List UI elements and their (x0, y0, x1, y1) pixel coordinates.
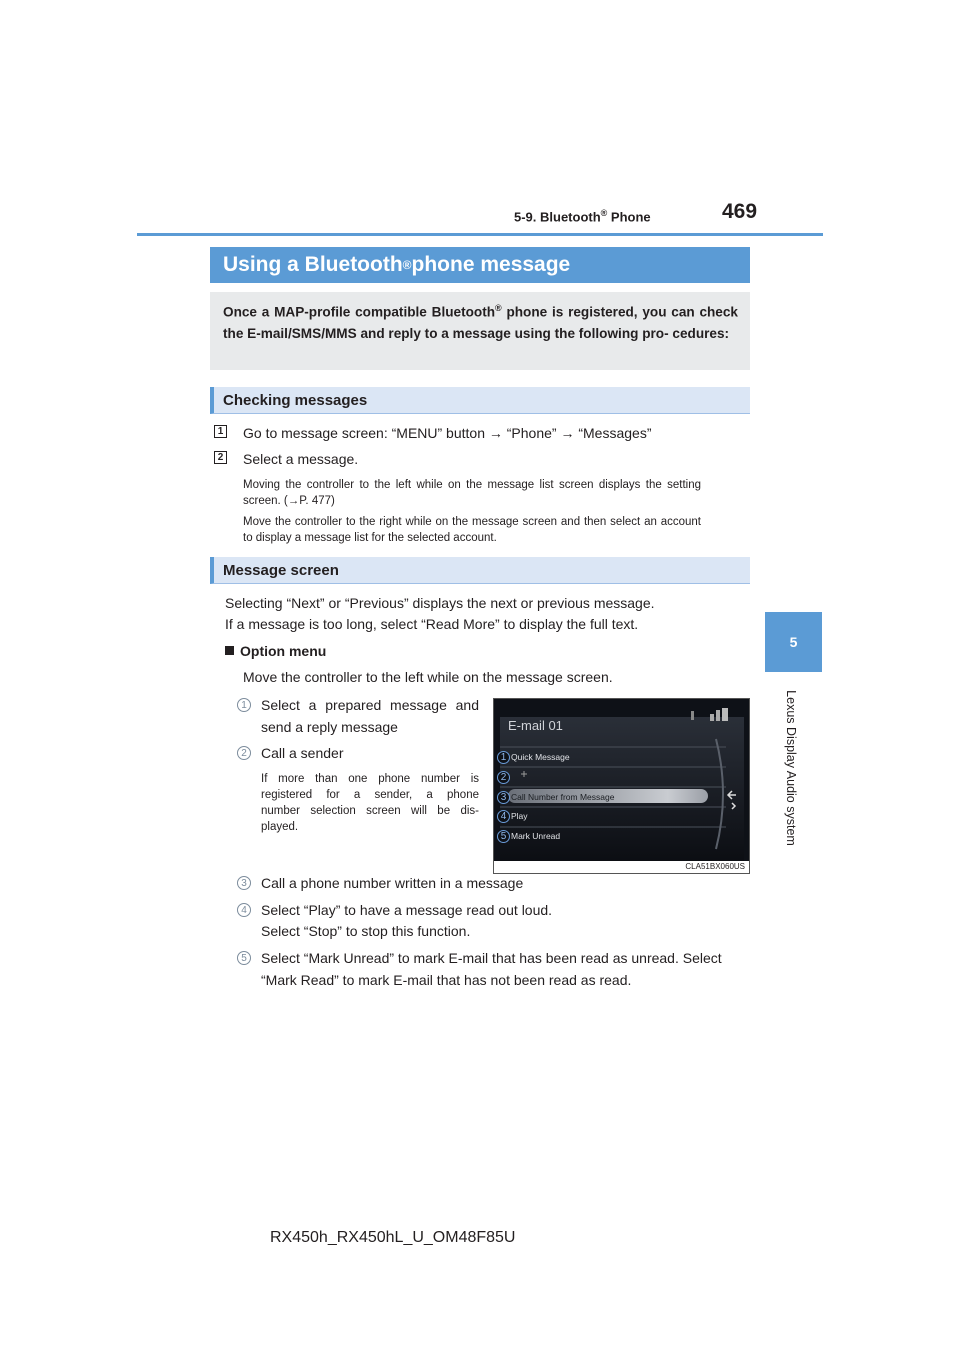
checking-messages-heading: Checking messages (210, 387, 750, 414)
option-menu-desc: Move the controller to the left while on the message screen. (243, 669, 613, 685)
item-text: Select “Mark Unread” to mark E-mail that has been read as unread. Select (261, 950, 722, 966)
chapter-title: Lexus Display Audio system (784, 690, 798, 846)
screen-item-number: 1 (497, 751, 510, 764)
screen-title: E-mail 01 (508, 718, 563, 733)
item-number: 1 (237, 698, 251, 712)
model-code: RX450h_RX450hL_U_OM48F85U (270, 1229, 516, 1246)
page-title: Using a Bluetooth ® phone message (210, 247, 750, 283)
item-text: “Mark Read” to mark E-mail that has not been read as read. (261, 972, 632, 988)
step-number: 1 (214, 425, 227, 438)
step-text: Go to message screen: “MENU” button → “Phone” → “Messages” (243, 425, 652, 441)
item-note: played. (261, 821, 299, 833)
item-number: 5 (237, 951, 251, 965)
section-title: 5-9. Bluetooth® Phone (514, 208, 651, 225)
figure-code: CLA51BX060US (685, 862, 745, 871)
item-note: If more than one phone number is (261, 773, 479, 785)
body-text: If a message is too long, select “Read More” to display the full text. (225, 616, 639, 632)
screen-item-number: 5 (497, 830, 510, 843)
intro-text: Once a MAP-profile compatible Bluetooth® phone is registered, you can check the E-mail/SMS/MMS and reply to a message using the following pro- cedures: (210, 292, 750, 370)
step-text: Select a message. (243, 451, 359, 467)
note-text: Move the controller to the right while on the message screen and then select an account to display a message list for the selected account. (243, 516, 701, 544)
item-text: Select “Stop” to stop this function. (261, 923, 471, 939)
item-note: registered for a sender, a phone (261, 789, 479, 801)
item-text: send a reply message (261, 719, 398, 735)
item-text: Select a prepared message and (261, 697, 479, 713)
screen-menu-item: Play (511, 811, 528, 821)
message-screen-screenshot (493, 698, 750, 874)
body-text: Selecting “Next” or “Previous” displays the next or previous message. (225, 595, 655, 611)
screen-item-number: 4 (497, 810, 510, 823)
chapter-tab: 5 (765, 612, 822, 672)
screen-item-number: 2 (497, 771, 510, 784)
header-rule (137, 233, 823, 236)
item-text: Call a phone number written in a message (261, 875, 524, 891)
item-text: Select “Play” to have a message read out loud. (261, 902, 553, 918)
item-text: Call a sender (261, 745, 344, 761)
screen-menu-item: Mark Unread (511, 831, 561, 841)
screen-menu-item: Quick Message (511, 752, 570, 762)
screen-item-number: 3 (497, 791, 510, 804)
screen-menu-item: Call Number from Message (511, 792, 615, 802)
square-bullet-icon (225, 646, 234, 655)
item-number: 3 (237, 876, 251, 890)
item-number: 2 (237, 746, 251, 760)
step-number: 2 (214, 451, 227, 464)
item-number: 4 (237, 903, 251, 917)
page-number: 469 (722, 200, 758, 223)
message-screen-heading: Message screen (210, 557, 750, 584)
item-note: number selection screen will be dis- (261, 805, 479, 817)
note-text: Moving the controller to the left while on the message list screen displays the setting screen. (→P. 477) (243, 479, 701, 507)
option-menu-title: Option menu (225, 643, 326, 659)
